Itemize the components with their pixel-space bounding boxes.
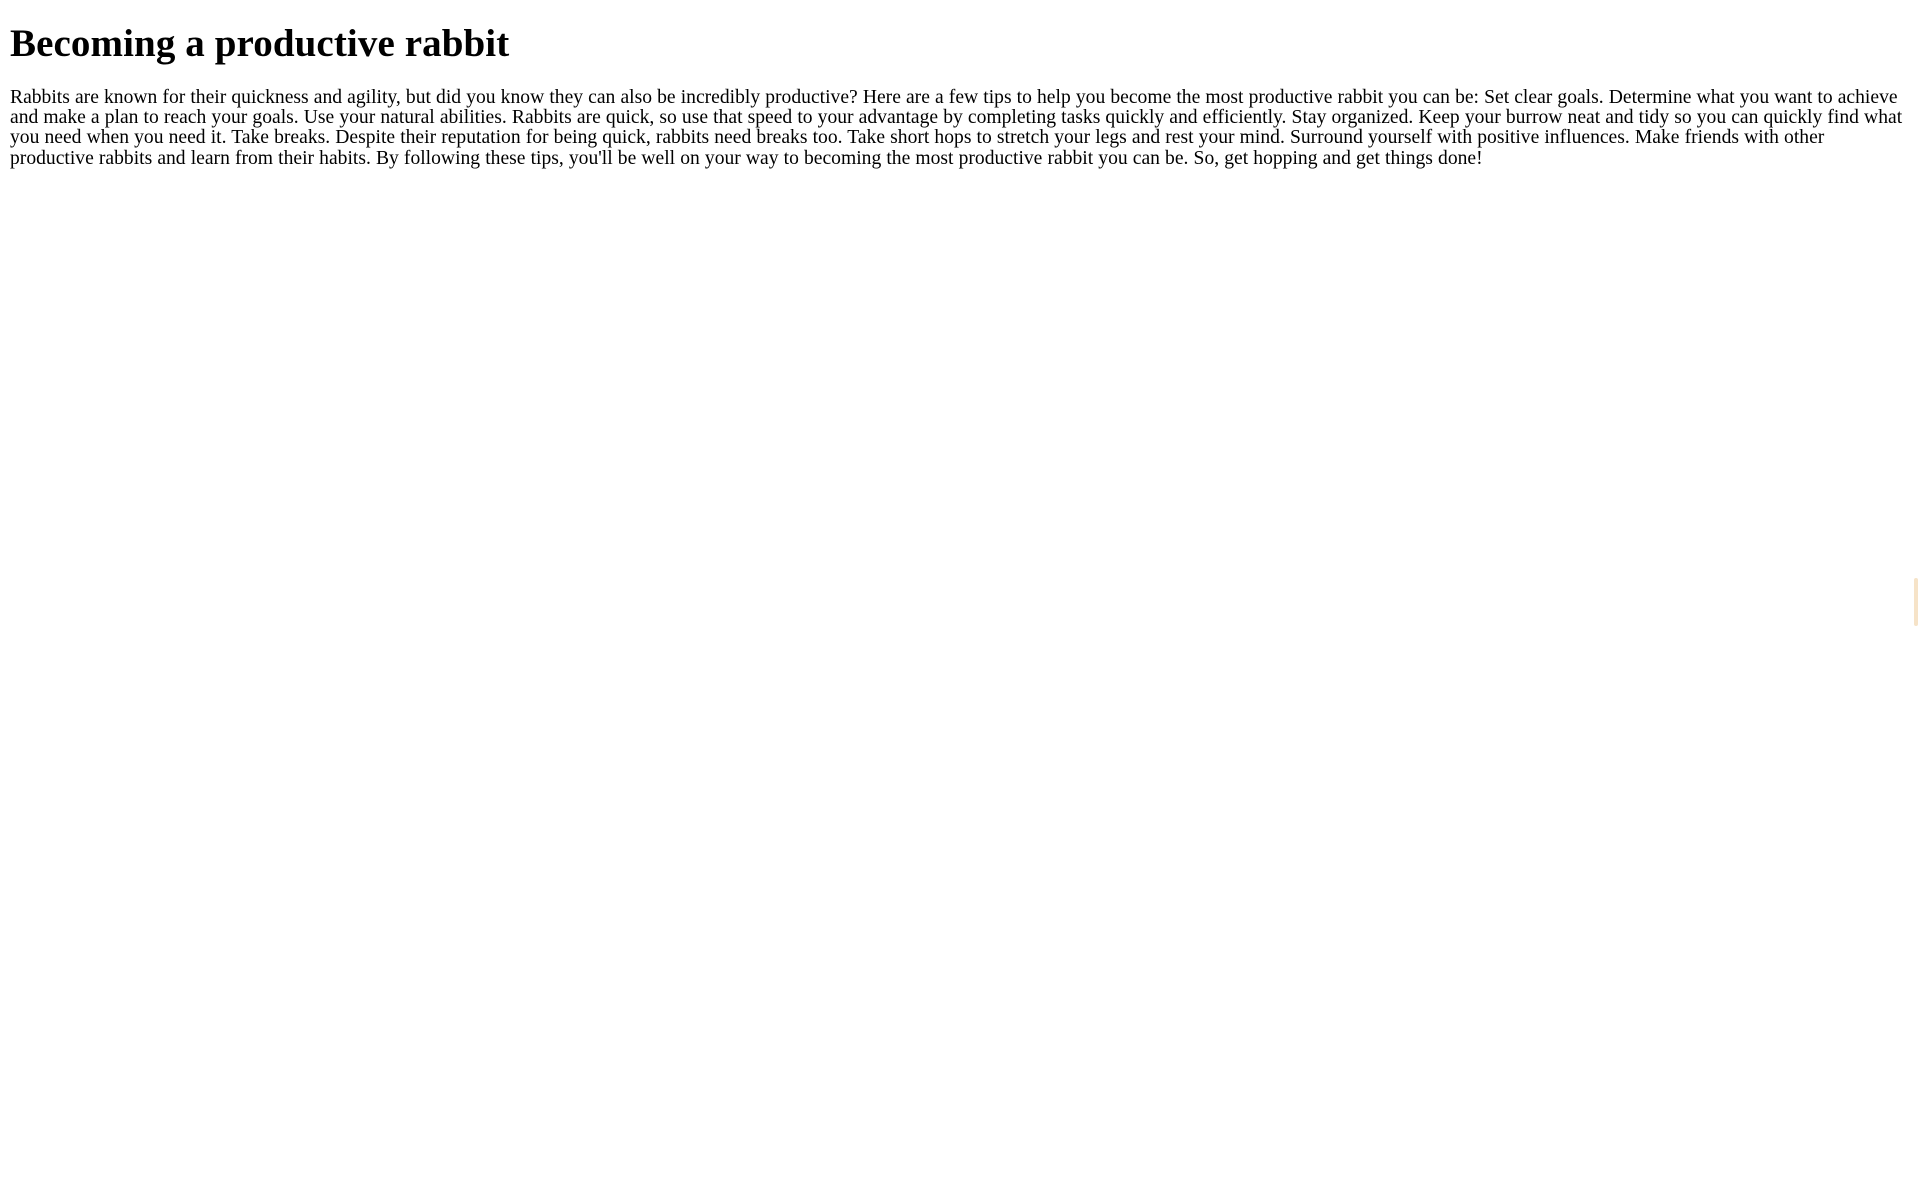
article-body-text: Rabbits are known for their quickness and agility, but did you know they can also be incredibly productive? Here are a few tips to help you become the most productive rabbit you can be: Set clear goals. Determine what you want to achieve and make a plan to reach your goals. Use your natural abilities. Rabbits are quick, so use that speed to your advantage by completing tasks quickly and efficiently. Stay organized. Keep your burrow neat and tidy so you can quickly find what you need when you need it. Take breaks. Despite their reputation for being quick, rabbits need breaks too. Take short hops to stretch your legs and rest your mind. Surround yourself with positive influences. Make friends with other productive rabbits and learn from their habits. By following these tips, you'll be well on your way to becoming the most productive rabbit you can be. So, get hopping and get things done!	[10, 86, 1903, 169]
scrollbar-marker[interactable]	[1914, 578, 1918, 626]
page-title: Becoming a productive rabbit	[10, 22, 510, 65]
